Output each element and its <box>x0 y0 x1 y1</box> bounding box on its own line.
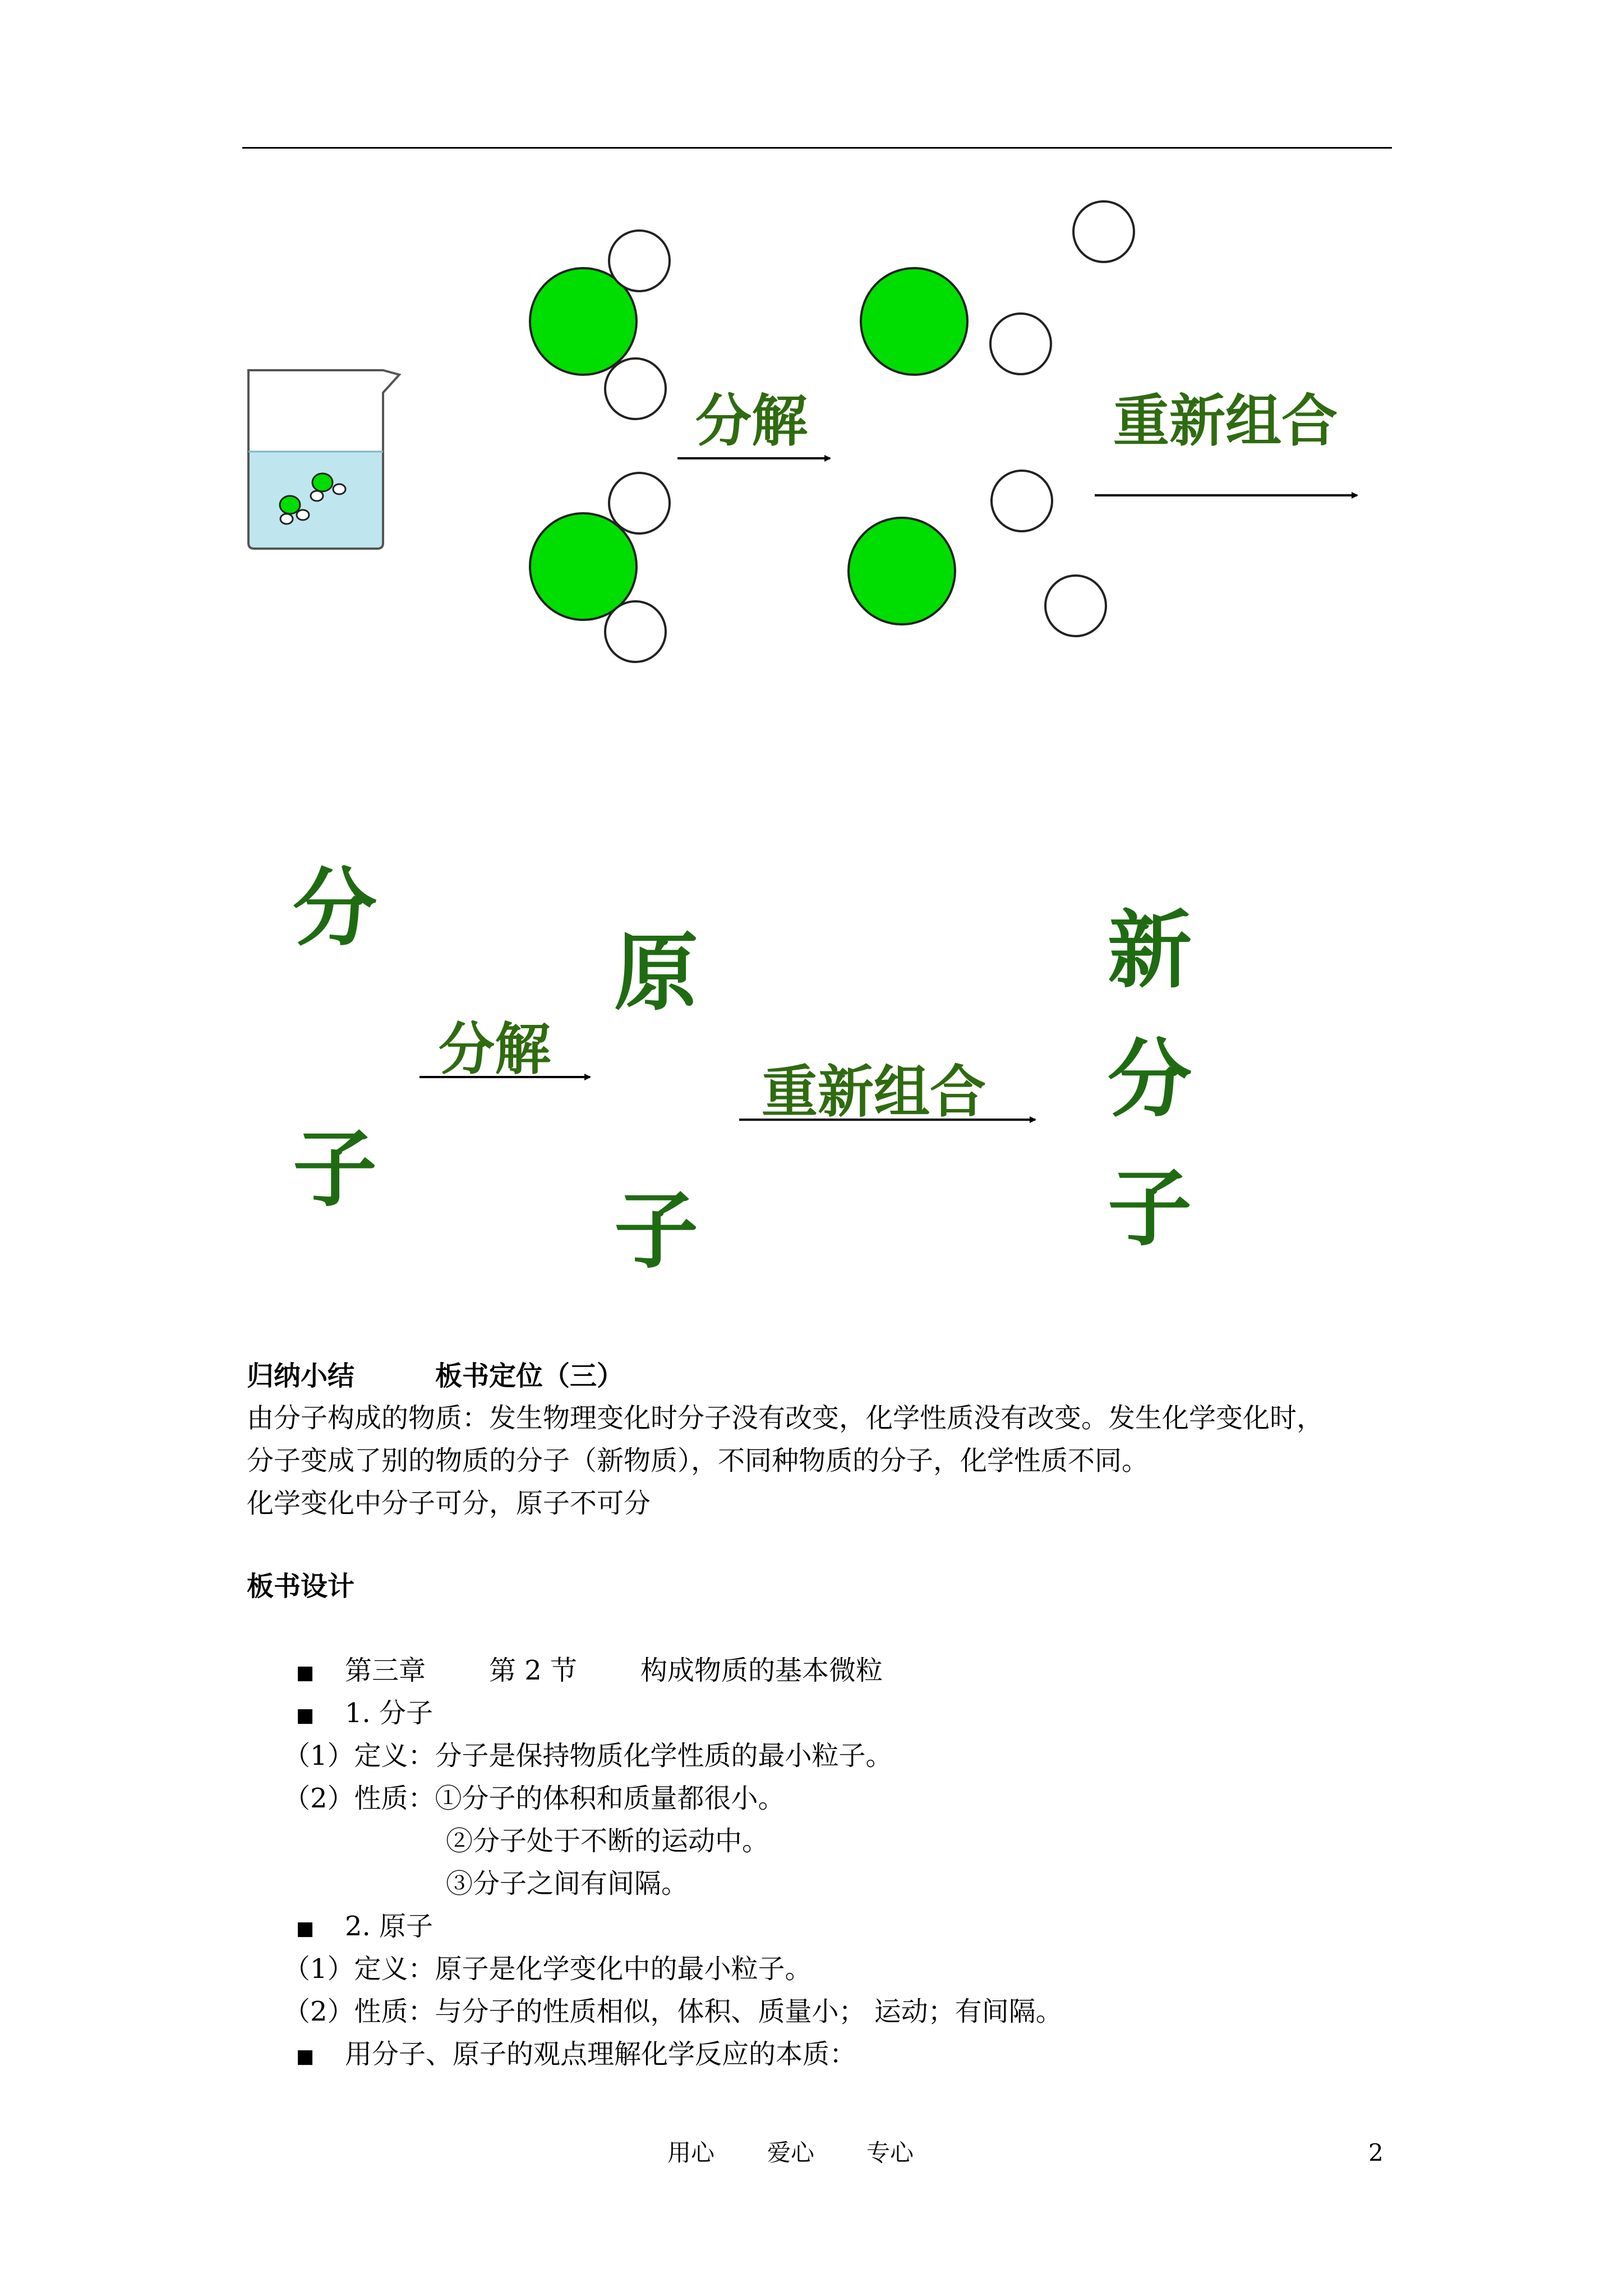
reaction-essence-line: 用分子、原子的观点理解化学反应的本质： <box>345 2039 857 2070</box>
new-molecule-char-2: 分 <box>1108 1031 1192 1129</box>
footer-item-2: 爱心 <box>767 2139 815 2166</box>
molecule-heading: 1. 分子 <box>345 1697 434 1729</box>
atom-heading: 2. 原子 <box>345 1911 434 1942</box>
molecule-property-2: ②分子处于不断的运动中。 <box>446 1825 769 1857</box>
footer-item-1: 用心 <box>667 2139 715 2166</box>
chapter-label: 第三章 <box>345 1655 426 1686</box>
bullet-icon: ■ <box>296 2045 315 2068</box>
bullet-icon: ■ <box>296 1917 315 1940</box>
separated-atoms <box>849 201 1134 636</box>
topic-label: 构成物质的基本微粒 <box>640 1655 883 1686</box>
molecule-top-left <box>530 231 670 419</box>
summary-heading: 归纳小结 <box>247 1360 355 1392</box>
board-design-heading: 板书设计 <box>247 1571 355 1602</box>
summary-line-2: 分子变成了别的物质的分子（新物质），不同种物质的分子，化学性质不同。 <box>247 1445 1149 1476</box>
summary-line-3: 化学变化中分子可分，原子不可分 <box>247 1488 651 1519</box>
section-label: 第 2 节 <box>489 1655 578 1686</box>
molecule-property-3: ③分子之间有间隔。 <box>446 1868 689 1899</box>
molecule-char-1: 分 <box>293 860 377 958</box>
new-molecule-char-1: 新 <box>1108 902 1192 1000</box>
page-number: 2 <box>1368 2139 1384 2166</box>
board-position-heading: 板书定位（三） <box>435 1360 624 1392</box>
decompose-label-1: 分解 <box>695 388 808 454</box>
decompose-label-2: 分解 <box>439 1016 551 1082</box>
new-molecule-char-3: 子 <box>1108 1160 1192 1258</box>
bullet-icon: ■ <box>296 1704 315 1727</box>
bullet-icon: ■ <box>296 1662 315 1684</box>
summary-line-1: 由分子构成的物质：发生物理变化时分子没有改变，化学性质没有改变。发生化学变化时， <box>247 1402 1324 1434</box>
atom-char-2: 子 <box>614 1182 699 1280</box>
molecule-definition: （1）定义：分子是保持物质化学性质的最小粒子。 <box>283 1740 893 1772</box>
atom-definition: （1）定义：原子是化学变化中的最小粒子。 <box>283 1953 812 1985</box>
decomposition-diagram <box>0 0 1623 729</box>
footer-item-3: 专心 <box>866 2139 914 2166</box>
atom-char-1: 原 <box>614 924 699 1022</box>
recombine-label-2: 重新组合 <box>762 1059 986 1125</box>
beaker <box>248 370 399 549</box>
molecule-char-2: 子 <box>293 1121 377 1218</box>
atom-property: （2）性质：与分子的性质相似，体积、质量小； 运动；有间隔。 <box>283 1996 1063 2027</box>
recombine-label-1: 重新组合 <box>1113 388 1338 454</box>
molecule-bottom-left <box>530 473 670 662</box>
molecule-property-1: （2）性质：①分子的体积和质量都很小。 <box>283 1783 785 1814</box>
